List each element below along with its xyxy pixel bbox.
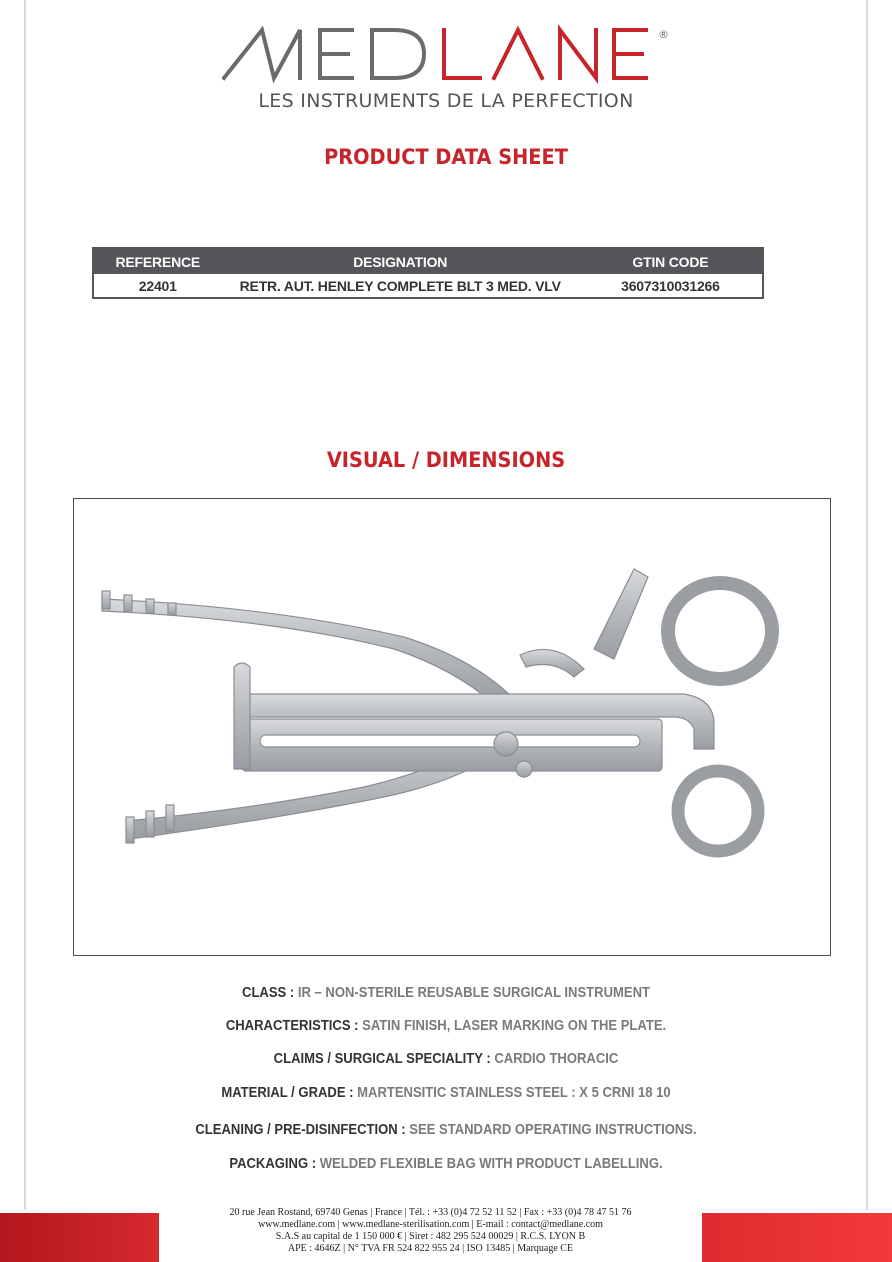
spec-label: MATERIAL / GRADE : — [221, 1085, 354, 1101]
footer-red-bar-right — [702, 1213, 892, 1262]
spec-value: SATIN FINISH, LASER MARKING ON THE PLATE. — [358, 1018, 667, 1034]
spec-cleaning — [45, 1122, 848, 1138]
tagline: LES INSTRUMENTS DE LA PERFECTION — [258, 90, 634, 112]
cell-reference: 22401 — [93, 274, 222, 298]
left-page-border — [24, 0, 26, 1210]
header-reference: REFERENCE — [93, 248, 222, 274]
medlane-logo — [222, 24, 672, 86]
footer-red-bar-left — [0, 1213, 159, 1262]
footer-line-legal: APE : 4646Z | N° TVA FR 524 822 955 24 | ISO 13485 | Marquage CE — [287, 1243, 574, 1254]
cell-designation: RETR. AUT. HENLEY COMPLETE BLT 3 MED. VLV — [222, 274, 579, 298]
product-table — [92, 247, 764, 299]
spec-label: CLAIMS / SURGICAL SPECIALITY : — [273, 1051, 491, 1067]
spec-value: IR – NON-STERILE REUSABLE SURGICAL INSTRUMENT — [294, 985, 650, 1001]
spec-claims — [45, 1051, 848, 1067]
product-visual-frame — [73, 498, 831, 956]
spec-material — [45, 1085, 848, 1101]
spec-label: CLEANING / PRE-DISINFECTION : — [195, 1122, 406, 1138]
registered-mark: ® — [658, 28, 669, 41]
spec-value: WELDED FLEXIBLE BAG WITH PRODUCT LABELLING. — [316, 1156, 663, 1172]
datasheet-title: PRODUCT DATA SHEET — [324, 145, 568, 169]
header-designation: DESIGNATION — [222, 248, 579, 274]
right-page-border — [866, 0, 868, 1210]
spec-value: CARDIO THORACIC — [490, 1051, 619, 1067]
spec-label: CLASS : — [242, 985, 295, 1001]
visual-title: VISUAL / DIMENSIONS — [326, 448, 566, 472]
footer-contact — [159, 1207, 702, 1255]
spec-class — [45, 985, 848, 1001]
footer-line-web: www.medlane.com | www.medlane-sterilisation.com | E-mail : contact@medlane.com — [258, 1219, 603, 1230]
table-header-row — [93, 248, 763, 274]
spec-value: SEE STANDARD OPERATING INSTRUCTIONS. — [405, 1122, 697, 1138]
footer-line-address: 20 rue Jean Rostand, 69740 Genas | France | Tél. : +33 (0)4 72 52 11 52 | Fax : +33 (0)4 78 47 51 76 — [229, 1207, 632, 1218]
spec-value: MARTENSITIC STAINLESS STEEL : X 5 CRNI 18 10 — [353, 1085, 671, 1101]
spec-label: CHARACTERISTICS : — [225, 1018, 359, 1034]
table-row — [93, 274, 763, 298]
retractor-illustration — [74, 499, 830, 955]
spec-packaging — [45, 1156, 848, 1172]
footer-line-company: S.A.S au capital de 1 150 000 € | Siret : 482 295 524 00029 | R.C.S. LYON B — [275, 1231, 586, 1242]
spec-characteristics — [45, 1018, 848, 1034]
header-gtin: GTIN CODE — [579, 248, 763, 274]
spec-label: PACKAGING : — [229, 1156, 317, 1172]
cell-gtin: 3607310031266 — [579, 274, 763, 298]
